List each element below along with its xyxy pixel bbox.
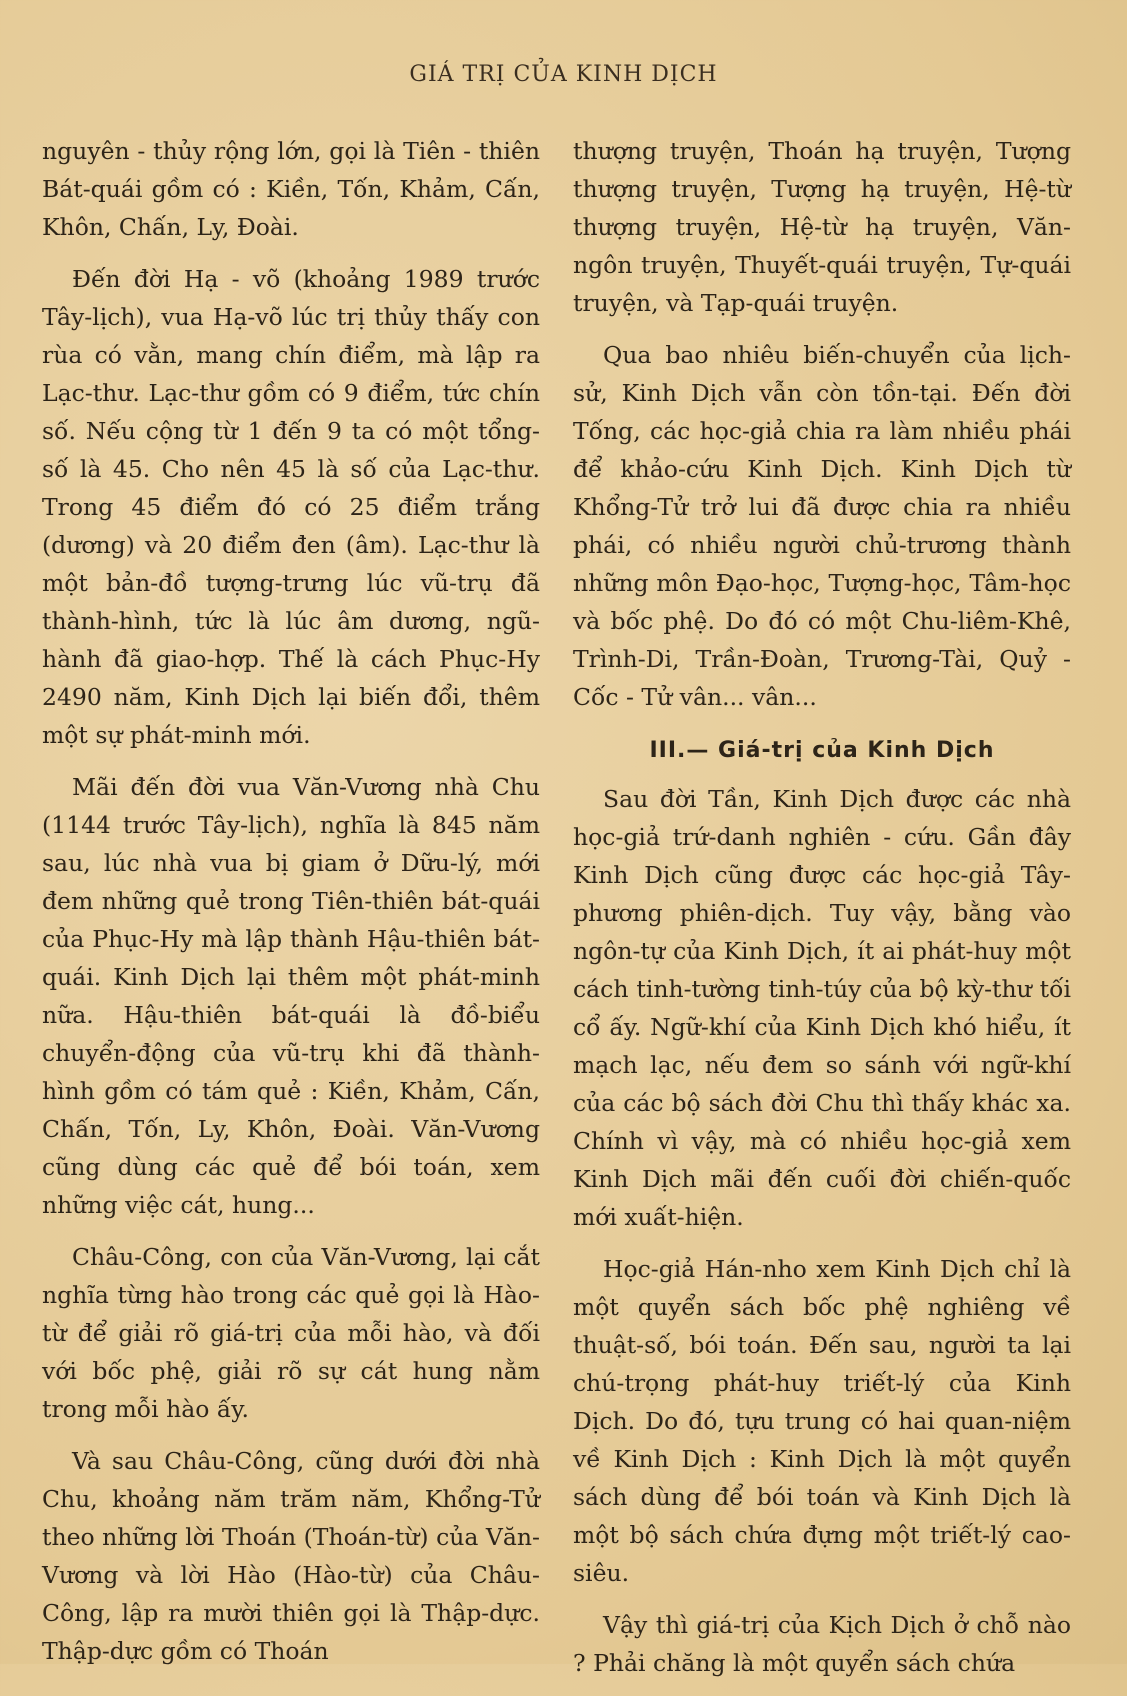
paragraph: nguyên - thủy rộng lớn, gọi là Tiên - thiên Bát-quái gồm có : Kiền, Tốn, Khảm, Cấn, Khôn, Chấn, Ly, Đoài.	[42, 137, 540, 241]
paragraph: Vậy thì giá-trị của Kịch Dịch ở chỗ nào ? Phải chăng là một quyển sách chứa	[573, 1611, 1071, 1677]
paragraph: Sau đời Tần, Kinh Dịch được các nhà học-giả trứ-danh nghiên - cứu. Gần đây Kinh Dịch cũng được các học-giả Tây-phương phiên-dịch. Tuy vậy, bằng vào ngôn-tự của Kinh Dịch, ít ai phát-huy một cách tinh-tường tinh-túy của bộ kỳ-thư tối cổ ấy. Ngữ-khí của Kinh Dịch khó hiểu, ít mạch lạc, nếu đem so sánh với ngữ-khí của các bộ sách đời Chu thì thấy khác xa. Chính vì vậy, mà có nhiều học-giả xem Kinh Dịch mãi đến cuối đời chiến-quốc mới xuất-hiện.	[573, 785, 1071, 1231]
left-column	[42, 132, 540, 1684]
paragraph: thượng truyện, Thoán hạ truyện, Tượng thượng truyện, Tượng hạ truyện, Hệ-từ thượng truyện, Hệ-từ hạ truyện, Văn-ngôn truyện, Thuyết-quái truyện, Tự-quái truyện, và Tạp-quái truyện.	[573, 137, 1071, 317]
paragraph: Mãi đến đời vua Văn-Vương nhà Chu (1144 trước Tây-lịch), nghĩa là 845 năm sau, lúc nhà vua bị giam ở Dữu-lý, mới đem những quẻ trong Tiên-thiên bát-quái của Phục-Hy mà lập thành Hậu-thiên bát-quái. Kinh Dịch lại thêm một phát-minh nữa. Hậu-thiên bát-quái là đồ-biểu chuyển-động của vũ-trụ khi đã thành-hình gồm có tám quẻ : Kiền, Khảm, Cấn, Chấn, Tốn, Ly, Khôn, Đoài. Văn-Vương cũng dùng các quẻ để bói toán, xem những việc cát, hung...	[42, 773, 540, 1219]
paragraph: Châu-Công, con của Văn-Vương, lại cắt nghĩa từng hào trong các quẻ gọi là Hào-từ để giải rõ giá-trị của mỗi hào, và đối với bốc phệ, giải rõ sự cát hung nằm trong mỗi hào ấy.	[42, 1243, 540, 1423]
paragraph: Qua bao nhiêu biến-chuyển của lịch-sử, Kinh Dịch vẫn còn tồn-tại. Đến đời Tống, các học-giả chia ra làm nhiều phái để khảo-cứu Kinh Dịch. Kinh Dịch từ Khổng-Tử trở lui đã được chia ra nhiều phái, có nhiều người chủ-trương thành những môn Đạo-học, Tượng-học, Tâm-học và bốc phệ. Do đó có một Chu-liêm-Khê, Trình-Di, Trần-Đoàn, Trương-Tài, Quỷ - Cốc - Tử vân... vân...	[573, 341, 1071, 711]
paragraph: Và sau Châu-Công, cũng dưới đời nhà Chu, khoảng năm trăm năm, Khổng-Tử theo những lời Thoán (Thoán-từ) của Văn-Vương và lời Hào (Hào-từ) của Châu-Công, lập ra mười thiên gọi là Thập-dực. Thập-dực gồm có Thoán	[42, 1447, 540, 1665]
running-header: GIÁ TRỊ CỦA KINH DỊCH	[409, 62, 718, 87]
right-column	[573, 132, 1071, 1696]
section-heading: III.— Giá-trị của Kinh Dịch	[649, 738, 995, 763]
paragraph: Học-giả Hán-nho xem Kinh Dịch chỉ là một quyển sách bốc phệ nghiêng về thuật-số, bói toán. Đến sau, người ta lại chú-trọng phát-huy triết-lý của Kinh Dịch. Do đó, tựu trung có hai quan-niệm về Kinh Dịch : Kinh Dịch là một quyển sách dùng để bói toán và Kinh Dịch là một bộ sách chứa đựng một triết-lý cao-siêu.	[573, 1255, 1071, 1587]
paragraph: Đến đời Hạ - võ (khoảng 1989 trước Tây-lịch), vua Hạ-võ lúc trị thủy thấy con rùa có vằn, mang chín điểm, mà lập ra Lạc-thư. Lạc-thư gồm có 9 điểm, tức chín số. Nếu cộng từ 1 đến 9 ta có một tổng-số là 45. Cho nên 45 là số của Lạc-thư. Trong 45 điểm đó có 25 điểm trắng (dương) và 20 điểm đen (âm). Lạc-thư là một bản-đồ tượng-trưng lúc vũ-trụ đã thành-hình, tức là lúc âm dương, ngũ-hành đã giao-hợp. Thế là cách Phục-Hy 2490 năm, Kinh Dịch lại biến đổi, thêm một sự phát-minh mới.	[42, 265, 540, 749]
